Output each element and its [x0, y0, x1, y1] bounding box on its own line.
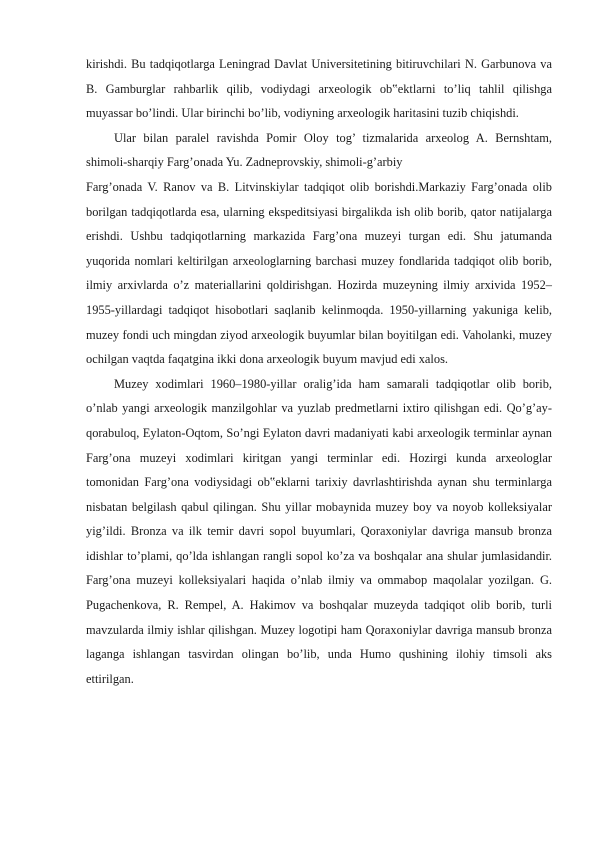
paragraph-1: kirishdi. Bu tadqiqotlarga Leningrad Davlat Universitetining bitiruvchilari N. Garbunova va B. Gamburglar rahbarlik qilib, vodiydagi arxeologik ob‟ektlarni to’liq tahlil qilishga muyassar bo’lindi. Ular birinchi bo’lib, vodiyning arxeologik haritasini tuzib chiqishdi.: [86, 57, 552, 121]
paragraph-2: Ular bilan paralel ravishda Pomir Oloy tog’ tizmalarida arxeolog A. Bernshtam, shimoli-sharqiy Farg’onada Yu. Zadneprovskiy, shimoli-g’arbiy: [86, 130, 552, 170]
document-page: [86, 52, 552, 691]
paragraph-3: Farg’onada V. Ranov va B. Litvinskiylar tadqiqot olib borishdi.Markaziy Farg’onada olib borilgan tadqiqotlarda esa, ularning ekspeditsiyasi birgalikda ish olib borib, qator natijalarga erishdi. Ushbu tadqiqotlarning markazida Farg’ona muzeyi turgan edi. Shu jatumanda yuqorida nomlari keltirilgan arxeologlarning barchasi muzey fondlarida tadqiqot olib borib, ilmiy arxivlarda o’z materiallarini qoldirishgan. Hozirda muzeyning ilmiy arxivida 1952–1955-yillardagi tadqiqot hisobotlari saqlanib kelinmoqda. 1950-yillarning yakuniga kelib, muzey fondi uch mingdan ziyod arxeologik buyumlar bilan boyitilgan edi. Vaholanki, muzey ochilgan vaqtda faqatgina ikki dona arxeologik buyum mavjud edi xalos.: [86, 179, 552, 367]
paragraph-4: Muzey xodimlari 1960–1980-yillar oralig’ida ham samarali tadqiqotlar olib borib, o’nlab yangi arxeologik manzilgohlar va yuzlab predmetlarni ixtiro qilishgan edi. Qo’g’ay-qorabuloq, Eylaton-Oqtom, So’ngi Eylaton davri madaniyati kabi arxeologik terminlar aynan Farg’ona muzeyi xodimlari kiritgan yangi terminlar edi. Hozirgi kunda arxeologlar tomonidan Farg’ona vodiysidagi ob‟eklarni tarixiy davrlashtirishda aynan shu terminlarga nisbatan belgilash qabul qilingan. Shu yillar mobaynida muzey boy va noyob kolleksiyalar yig’ildi. Bronza va ilk temir davri sopol buyumlari, Qoraxoniylar davriga mansub bronza idishlar to’plami, qo’lda ishlangan rangli sopol ko’za va boshqalar ana shular jumlasidandir. Farg’ona muzeyi kolleksiyalari haqida o’nlab ilmiy va ommabop maqolalar yozilgan. G. Pugachenkova, R. Rempel, A. Hakimov va boshqalar muzeyda tadqiqot olib borib, turli mavzularda ilmiy ishlar qilishgan. Muzey logotipi ham Qoraxoniylar davriga mansub bronza laganga ishlangan tasvirdan olingan bo’lib, unda Humo qushining ilohiy timsoli aks ettirilgan.: [86, 376, 552, 686]
